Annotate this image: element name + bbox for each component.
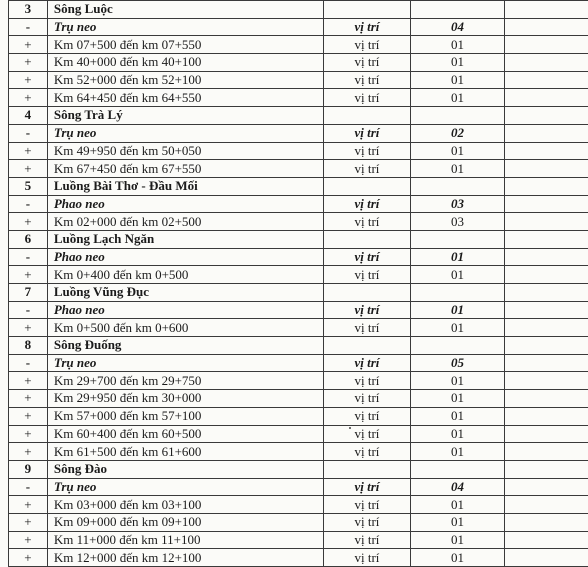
row-unit-cell: vị trí	[323, 195, 410, 213]
row-note-cell	[504, 54, 588, 72]
row-unit-cell: vị trí	[323, 407, 410, 425]
row-note-cell	[504, 36, 588, 54]
row-note-cell	[504, 531, 588, 549]
section-row	[9, 1, 588, 19]
row-note-cell	[504, 124, 588, 142]
table-row	[9, 372, 588, 390]
row-unit-cell: vị trí	[323, 319, 410, 337]
row-number-cell: -	[9, 18, 48, 36]
row-name-cell: Km 07+500 đến km 07+550	[47, 36, 323, 54]
row-number-cell: 8	[9, 337, 48, 355]
row-unit-cell	[323, 460, 410, 478]
row-quantity-cell: 04	[410, 18, 504, 36]
row-name-cell: Km 57+000 đến km 57+100	[47, 407, 323, 425]
row-note-cell	[504, 248, 588, 266]
row-name-cell: Km 03+000 đến km 03+100	[47, 496, 323, 514]
table-row	[9, 496, 588, 514]
row-unit-cell: vị trí	[323, 71, 410, 89]
row-name-cell: Luồng Bài Thơ - Đầu Mối	[47, 177, 323, 195]
scan-speck	[349, 427, 351, 429]
row-quantity-cell: 01	[410, 513, 504, 531]
row-number-cell: +	[9, 372, 48, 390]
row-quantity-cell: 01	[410, 496, 504, 514]
row-quantity-cell	[410, 460, 504, 478]
row-note-cell	[504, 142, 588, 160]
category-row	[9, 354, 588, 372]
row-note-cell	[504, 195, 588, 213]
table-row	[9, 89, 588, 107]
row-note-cell	[504, 549, 588, 567]
row-note-cell	[504, 230, 588, 248]
section-row	[9, 284, 588, 302]
row-note-cell	[504, 301, 588, 319]
row-number-cell: +	[9, 89, 48, 107]
row-number-cell: +	[9, 71, 48, 89]
category-row	[9, 195, 588, 213]
row-quantity-cell: 05	[410, 354, 504, 372]
row-name-cell: Sông Đào	[47, 460, 323, 478]
row-note-cell	[504, 266, 588, 284]
row-number-cell: +	[9, 443, 48, 461]
row-number-cell: +	[9, 390, 48, 408]
row-name-cell: Phao neo	[47, 301, 323, 319]
row-quantity-cell: 03	[410, 195, 504, 213]
table-row	[9, 549, 588, 567]
row-name-cell: Km 52+000 đến km 52+100	[47, 71, 323, 89]
row-number-cell: -	[9, 301, 48, 319]
row-note-cell	[504, 71, 588, 89]
row-unit-cell	[323, 177, 410, 195]
row-name-cell: Km 60+400 đến km 60+500	[47, 425, 323, 443]
document-page	[8, 0, 588, 567]
row-name-cell: Km 12+000 đến km 12+100	[47, 549, 323, 567]
row-name-cell: Trụ neo	[47, 18, 323, 36]
row-name-cell: Km 67+450 đến km 67+550	[47, 160, 323, 178]
row-name-cell: Km 40+000 đến km 40+100	[47, 54, 323, 72]
row-note-cell	[504, 513, 588, 531]
row-name-cell: Sông Luộc	[47, 1, 323, 19]
row-note-cell	[504, 425, 588, 443]
row-name-cell: Km 61+500 đến km 61+600	[47, 443, 323, 461]
row-name-cell: Trụ neo	[47, 124, 323, 142]
row-quantity-cell: 01	[410, 160, 504, 178]
row-note-cell	[504, 18, 588, 36]
row-number-cell: +	[9, 425, 48, 443]
row-number-cell: +	[9, 160, 48, 178]
row-note-cell	[504, 407, 588, 425]
row-number-cell: +	[9, 54, 48, 72]
row-note-cell	[504, 337, 588, 355]
table-row	[9, 390, 588, 408]
row-note-cell	[504, 177, 588, 195]
row-quantity-cell	[410, 230, 504, 248]
row-number-cell: +	[9, 213, 48, 231]
row-unit-cell: vị trí	[323, 496, 410, 514]
row-quantity-cell: 01	[410, 425, 504, 443]
table-row	[9, 213, 588, 231]
row-number-cell: -	[9, 195, 48, 213]
row-number-cell: 5	[9, 177, 48, 195]
row-number-cell: +	[9, 266, 48, 284]
row-note-cell	[504, 284, 588, 302]
row-unit-cell: vị trí	[323, 549, 410, 567]
row-unit-cell: vị trí	[323, 89, 410, 107]
row-note-cell	[504, 354, 588, 372]
row-name-cell: Phao neo	[47, 195, 323, 213]
row-note-cell	[504, 213, 588, 231]
row-name-cell: Km 0+500 đến km 0+600	[47, 319, 323, 337]
table-row	[9, 142, 588, 160]
category-row	[9, 248, 588, 266]
row-quantity-cell: 01	[410, 549, 504, 567]
row-quantity-cell: 01	[410, 71, 504, 89]
row-name-cell: Km 11+000 đến km 11+100	[47, 531, 323, 549]
row-note-cell	[504, 89, 588, 107]
section-row	[9, 177, 588, 195]
row-unit-cell	[323, 230, 410, 248]
row-unit-cell: vị trí	[323, 372, 410, 390]
row-quantity-cell	[410, 177, 504, 195]
table-row	[9, 531, 588, 549]
row-number-cell: +	[9, 549, 48, 567]
row-unit-cell: vị trí	[323, 390, 410, 408]
row-unit-cell	[323, 284, 410, 302]
category-row	[9, 124, 588, 142]
row-quantity-cell: 01	[410, 36, 504, 54]
row-quantity-cell	[410, 337, 504, 355]
row-unit-cell: vị trí	[323, 443, 410, 461]
row-unit-cell: vị trí	[323, 36, 410, 54]
row-number-cell: -	[9, 354, 48, 372]
row-quantity-cell: 01	[410, 54, 504, 72]
row-unit-cell: vị trí	[323, 531, 410, 549]
row-name-cell: Trụ neo	[47, 354, 323, 372]
table-row	[9, 513, 588, 531]
row-note-cell	[504, 319, 588, 337]
row-quantity-cell: 01	[410, 142, 504, 160]
row-quantity-cell: 01	[410, 319, 504, 337]
row-name-cell: Luồng Lạch Ngăn	[47, 230, 323, 248]
row-quantity-cell: 01	[410, 248, 504, 266]
row-number-cell: +	[9, 407, 48, 425]
row-note-cell	[504, 372, 588, 390]
row-unit-cell: vị trí	[323, 160, 410, 178]
row-unit-cell: vị trí	[323, 266, 410, 284]
section-row	[9, 337, 588, 355]
row-number-cell: +	[9, 531, 48, 549]
row-number-cell: -	[9, 124, 48, 142]
row-unit-cell: vị trí	[323, 213, 410, 231]
row-name-cell: Km 49+950 đến km 50+050	[47, 142, 323, 160]
row-note-cell	[504, 390, 588, 408]
row-name-cell: Km 64+450 đến km 64+550	[47, 89, 323, 107]
row-unit-cell	[323, 337, 410, 355]
row-unit-cell: vị trí	[323, 124, 410, 142]
table-row	[9, 36, 588, 54]
table-row	[9, 319, 588, 337]
row-name-cell: Km 09+000 đến km 09+100	[47, 513, 323, 531]
section-row	[9, 230, 588, 248]
row-number-cell: +	[9, 36, 48, 54]
row-quantity-cell: 01	[410, 89, 504, 107]
row-unit-cell: vị trí	[323, 301, 410, 319]
table-row	[9, 266, 588, 284]
row-note-cell	[504, 478, 588, 496]
table-row	[9, 425, 588, 443]
section-row	[9, 460, 588, 478]
table-body	[9, 1, 588, 567]
table-row	[9, 71, 588, 89]
table-row	[9, 443, 588, 461]
category-row	[9, 301, 588, 319]
table-row	[9, 160, 588, 178]
row-quantity-cell	[410, 107, 504, 125]
row-name-cell: Phao neo	[47, 248, 323, 266]
row-unit-cell: vị trí	[323, 248, 410, 266]
row-quantity-cell: 02	[410, 124, 504, 142]
row-quantity-cell	[410, 1, 504, 19]
row-unit-cell: vị trí	[323, 354, 410, 372]
row-unit-cell: vị trí	[323, 18, 410, 36]
row-note-cell	[504, 496, 588, 514]
row-quantity-cell: 04	[410, 478, 504, 496]
row-unit-cell	[323, 1, 410, 19]
row-number-cell: -	[9, 478, 48, 496]
row-quantity-cell: 03	[410, 213, 504, 231]
category-row	[9, 478, 588, 496]
row-number-cell: 4	[9, 107, 48, 125]
row-unit-cell: vị trí	[323, 478, 410, 496]
row-quantity-cell: 01	[410, 531, 504, 549]
row-number-cell: 6	[9, 230, 48, 248]
section-row	[9, 107, 588, 125]
row-number-cell: +	[9, 319, 48, 337]
row-unit-cell	[323, 107, 410, 125]
category-row	[9, 18, 588, 36]
row-quantity-cell: 01	[410, 266, 504, 284]
row-quantity-cell: 01	[410, 443, 504, 461]
row-name-cell: Km 02+000 đến km 02+500	[47, 213, 323, 231]
mooring-locations-table	[8, 0, 588, 567]
row-name-cell: Km 29+950 đến km 30+000	[47, 390, 323, 408]
row-quantity-cell: 01	[410, 407, 504, 425]
table-row	[9, 407, 588, 425]
row-unit-cell: vị trí	[323, 425, 410, 443]
row-quantity-cell: 01	[410, 301, 504, 319]
row-number-cell: 3	[9, 1, 48, 19]
row-number-cell: +	[9, 142, 48, 160]
row-number-cell: +	[9, 496, 48, 514]
row-number-cell: -	[9, 248, 48, 266]
row-number-cell: +	[9, 513, 48, 531]
row-note-cell	[504, 1, 588, 19]
row-name-cell: Luồng Vũng Đục	[47, 284, 323, 302]
row-name-cell: Km 29+700 đến km 29+750	[47, 372, 323, 390]
row-unit-cell: vị trí	[323, 513, 410, 531]
row-name-cell: Sông Trà Lý	[47, 107, 323, 125]
row-quantity-cell	[410, 284, 504, 302]
row-name-cell: Km 0+400 đến km 0+500	[47, 266, 323, 284]
row-unit-cell: vị trí	[323, 54, 410, 72]
row-unit-cell: vị trí	[323, 142, 410, 160]
row-note-cell	[504, 443, 588, 461]
row-quantity-cell: 01	[410, 372, 504, 390]
row-name-cell: Trụ neo	[47, 478, 323, 496]
row-quantity-cell: 01	[410, 390, 504, 408]
row-name-cell: Sông Đuống	[47, 337, 323, 355]
table-row	[9, 54, 588, 72]
row-note-cell	[504, 107, 588, 125]
row-note-cell	[504, 160, 588, 178]
row-number-cell: 9	[9, 460, 48, 478]
row-note-cell	[504, 460, 588, 478]
row-number-cell: 7	[9, 284, 48, 302]
